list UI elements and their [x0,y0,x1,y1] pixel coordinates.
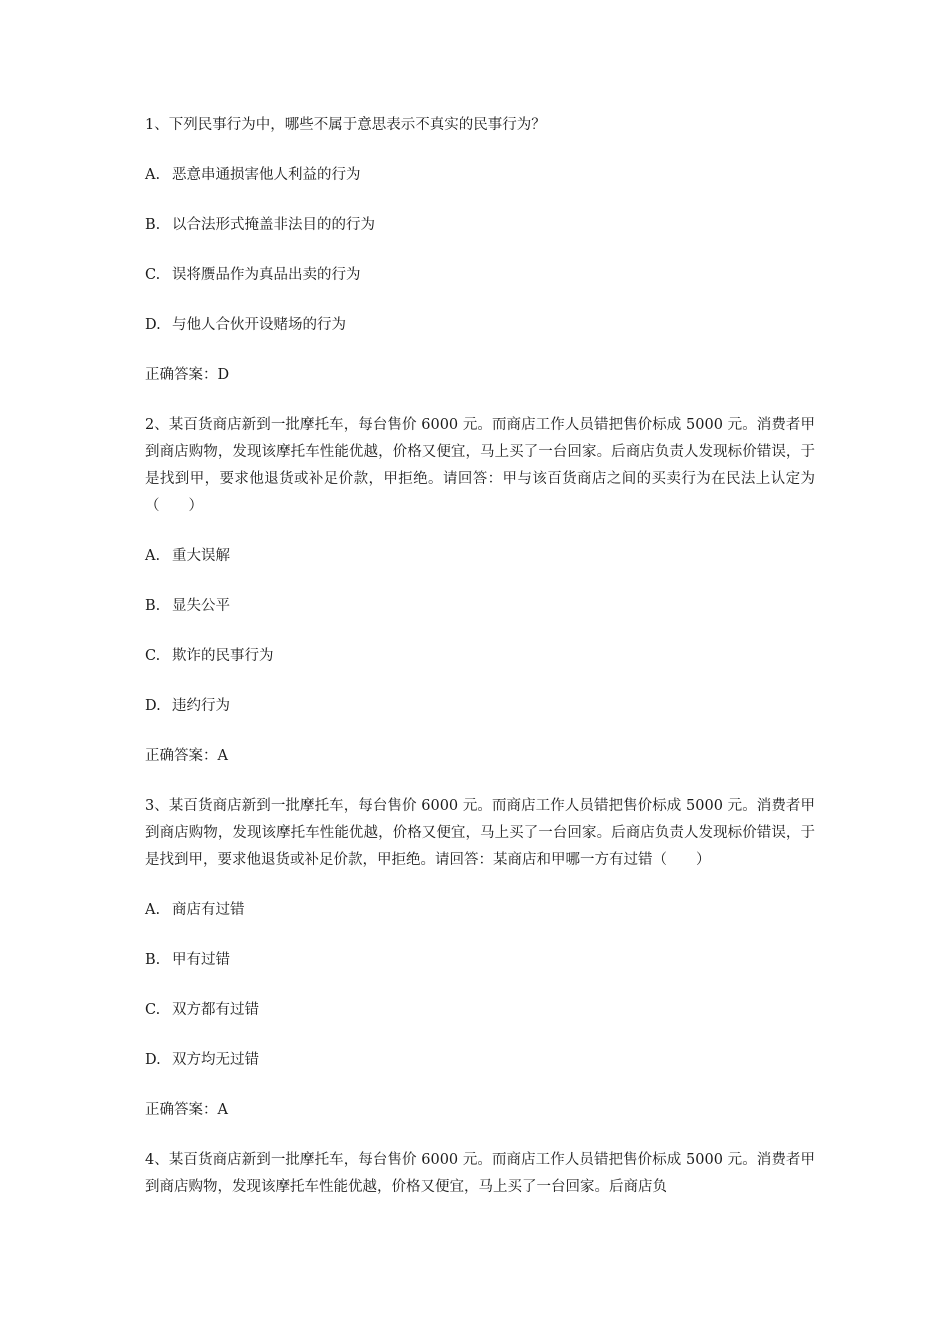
option-b [145,593,815,620]
option-letter: D. [145,698,161,714]
option-a [145,543,815,570]
option-letter: C. [145,648,161,664]
option-d [145,1047,815,1074]
question-3 [145,793,815,1124]
question-text: 1、下列民事行为中，哪些不属于意思表示不真实的民事行为？ [145,117,546,133]
option-c [145,262,815,289]
option-text: 误将赝品作为真品出卖的行为 [172,267,361,283]
option-text: 与他人合伙开设赌场的行为 [172,317,346,333]
option-letter: C. [145,267,161,283]
option-letter: A. [145,167,161,183]
option-text: 商店有过错 [172,902,245,918]
option-text: 恶意串通损害他人利益的行为 [172,167,361,183]
document-page [145,112,815,1224]
question-text: 3、某百货商店新到一批摩托车，每台售价 6000 元。而商店工作人员错把售价标成 5000 元。消费者甲到商店购物，发现该摩托车性能优越，价格又便宜，马上买了一台回家。后商店负责人发现标价错误，于是找到甲，要求他退货或补足价款，甲拒绝。请回答：某商店和甲哪一方有过错（ ） [145,798,815,868]
option-letter: D. [145,317,161,333]
question-4 [145,1147,815,1201]
option-text: 双方均无过错 [172,1052,259,1068]
option-c [145,643,815,670]
option-letter: C. [145,1002,161,1018]
option-text: 双方都有过错 [172,1002,259,1018]
option-a [145,897,815,924]
option-text: 以合法形式掩盖非法目的的行为 [172,217,375,233]
correct-answer: 正确答案：D [145,367,230,383]
option-letter: D. [145,1052,161,1068]
option-d [145,312,815,339]
option-text: 重大误解 [172,548,230,564]
option-letter: B. [145,598,161,614]
option-text: 违约行为 [172,698,230,714]
question-2 [145,412,815,770]
option-a [145,162,815,189]
option-text: 显失公平 [172,598,230,614]
correct-answer: 正确答案：A [145,748,228,764]
option-letter: A. [145,902,161,918]
question-text: 2、某百货商店新到一批摩托车，每台售价 6000 元。而商店工作人员错把售价标成 5000 元。消费者甲到商店购物，发现该摩托车性能优越，价格又便宜，马上买了一台回家。后商店负责人发现标价错误，于是找到甲，要求他退货或补足价款，甲拒绝。请回答：甲与该百货商店之间的买卖行为在民法上认定为（ ） [145,417,815,514]
option-d [145,693,815,720]
option-letter: A. [145,548,161,564]
option-letter: B. [145,952,161,968]
option-c [145,997,815,1024]
option-b [145,947,815,974]
option-text: 甲有过错 [172,952,230,968]
option-letter: B. [145,217,161,233]
correct-answer: 正确答案：A [145,1102,228,1118]
option-text: 欺诈的民事行为 [172,648,274,664]
question-text: 4、某百货商店新到一批摩托车，每台售价 6000 元。而商店工作人员错把售价标成 5000 元。消费者甲到商店购物，发现该摩托车性能优越，价格又便宜，马上买了一台回家。后商店负 [145,1152,815,1195]
option-b [145,212,815,239]
question-1 [145,112,815,389]
